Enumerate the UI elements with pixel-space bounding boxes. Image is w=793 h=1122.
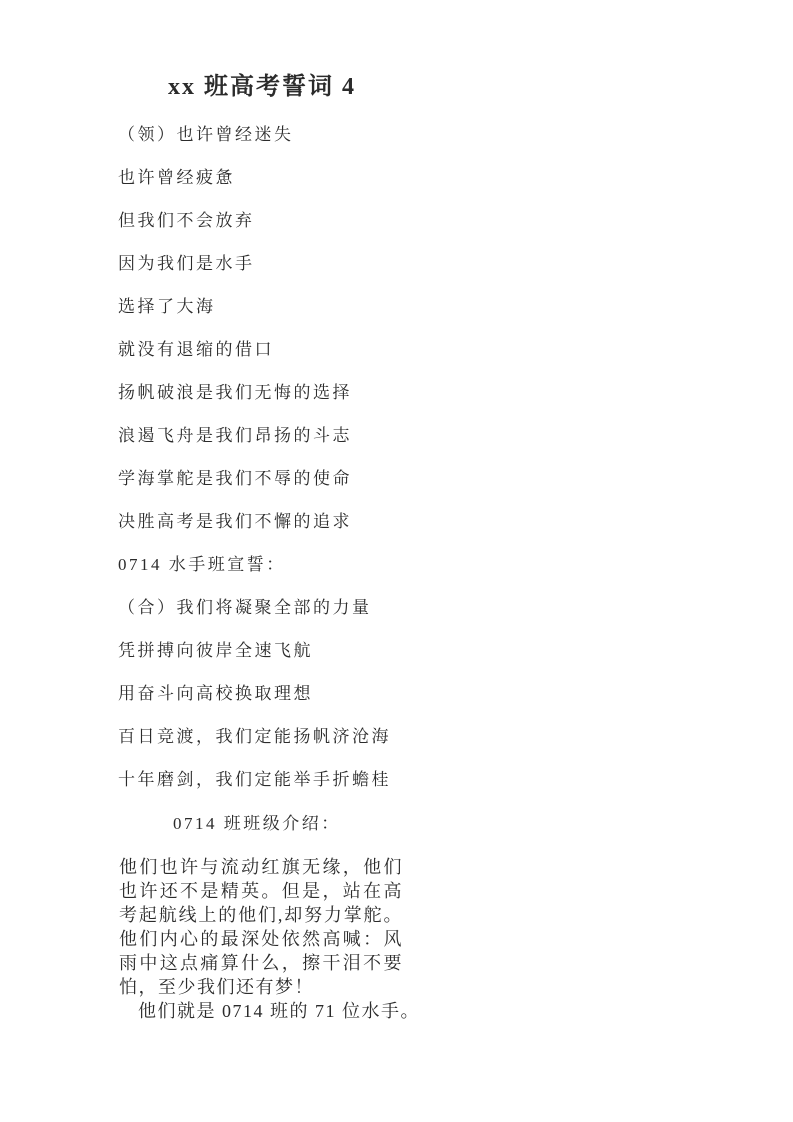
oath-line: 就没有退缩的借口 bbox=[118, 340, 274, 359]
class-intro-paragraph: 他们也许与流动红旗无缘，他们也许还不是精英。但是，站在高考起航线上的他们,却努力掌舵。他们内心的最深处依然高喊：风雨中这点痛算什么，擦干泪不要怕，至少我们还有梦！ bbox=[119, 857, 403, 997]
oath-line: 凭拼搏向彼岸全速飞航 bbox=[118, 641, 313, 660]
oath-line: 也许曾经疲惫 bbox=[118, 168, 235, 187]
oath-line: 十年磨剑，我们定能举手折蟾桂 bbox=[118, 770, 391, 789]
oath-line: 浪遏飞舟是我们昂扬的斗志 bbox=[118, 426, 352, 445]
oath-line: （领）也许曾经迷失 bbox=[118, 125, 294, 144]
document-title: xx 班高考誓词 4 bbox=[168, 74, 356, 100]
oath-section bbox=[118, 124, 391, 812]
class-intro-heading: 0714 班班级介绍： bbox=[173, 814, 341, 833]
oath-line: 但我们不会放弃 bbox=[118, 211, 255, 230]
oath-line: 选择了大海 bbox=[118, 297, 216, 316]
oath-line: （合）我们将凝聚全部的力量 bbox=[118, 598, 372, 617]
class-intro-section bbox=[119, 855, 420, 1023]
oath-line: 学海掌舵是我们不辱的使命 bbox=[118, 469, 352, 488]
oath-line: 扬帆破浪是我们无悔的选择 bbox=[118, 383, 352, 402]
oath-line: 0714 水手班宣誓： bbox=[118, 555, 286, 574]
oath-line: 因为我们是水手 bbox=[118, 254, 255, 273]
oath-line: 决胜高考是我们不懈的追求 bbox=[118, 512, 352, 531]
class-intro-closing: 他们就是 0714 班的 71 位水手。 bbox=[138, 1001, 420, 1021]
oath-line: 百日竞渡，我们定能扬帆济沧海 bbox=[118, 727, 391, 746]
oath-line: 用奋斗向高校换取理想 bbox=[118, 684, 313, 703]
